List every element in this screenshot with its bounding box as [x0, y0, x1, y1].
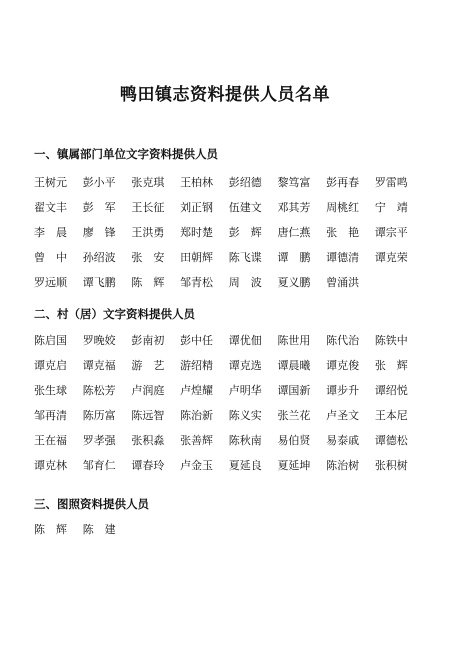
contributor-name: 张兰花 — [277, 409, 311, 422]
contributor-name: 谭晨曦 — [277, 359, 311, 372]
contributor-name: 罗雷鸣 — [374, 176, 408, 189]
contributor-name: 邹青松 — [180, 276, 214, 289]
contributor-name: 孙绍波 — [82, 251, 116, 264]
contributor-name: 张 辉 — [374, 359, 408, 372]
contributor-name: 谭克荣 — [374, 251, 408, 264]
contributor-name: 翟文丰 — [34, 201, 67, 214]
contributor-name: 邹育仁 — [82, 459, 116, 472]
contributor-name: 彭小平 — [82, 176, 116, 189]
section-department-contributors — [34, 146, 424, 299]
contributor-name: 谭克林 — [34, 459, 67, 472]
name-list — [34, 174, 424, 299]
contributor-name: 谭德清 — [326, 251, 360, 264]
contributor-name: 王柏林 — [180, 176, 214, 189]
contributor-name: 王洪勇 — [131, 226, 165, 239]
contributor-name: 陈松芳 — [82, 384, 116, 397]
contributor-name: 卢明华 — [228, 384, 262, 397]
contributor-name: 廖 锋 — [82, 226, 116, 239]
contributor-name: 卢金玉 — [180, 459, 214, 472]
contributor-name: 谭克选 — [228, 359, 262, 372]
contributor-name: 谭宗平 — [374, 226, 408, 239]
contributor-name: 谭克启 — [34, 359, 67, 372]
section-photo-contributors — [34, 496, 424, 546]
contributor-name: 卢润庭 — [131, 384, 165, 397]
contributor-name: 谭飞鹏 — [82, 276, 116, 289]
contributor-name: 罗孝强 — [82, 434, 116, 447]
contributor-name: 游绍精 — [180, 359, 214, 372]
contributor-name: 易伯贤 — [277, 434, 311, 447]
contributor-name: 邹再清 — [34, 409, 67, 422]
contributor-name: 周桃红 — [326, 201, 360, 214]
contributor-name: 谭春玲 — [131, 459, 165, 472]
contributor-name: 陈铁中 — [374, 334, 408, 347]
section-village-contributors — [34, 306, 424, 482]
contributor-name: 谭绍悦 — [374, 384, 408, 397]
contributor-name: 谭克福 — [82, 359, 116, 372]
name-list — [34, 332, 424, 482]
contributor-name: 陈 辉 — [34, 523, 67, 536]
contributor-name: 陈飞谍 — [228, 251, 262, 264]
contributor-name: 张生球 — [34, 384, 67, 397]
contributor-name: 陈 辉 — [131, 276, 165, 289]
contributor-name: 曾 中 — [34, 251, 67, 264]
section-heading: 一、镇属部门单位文字资料提供人员 — [34, 147, 218, 161]
contributor-name: 王本尼 — [374, 409, 408, 422]
contributor-name: 张积淼 — [131, 434, 165, 447]
contributor-name: 黎笃富 — [277, 176, 311, 189]
contributor-name: 陈启国 — [34, 334, 67, 347]
contributor-name: 谭优佃 — [228, 334, 262, 347]
contributor-name: 张善辉 — [180, 434, 214, 447]
contributor-name: 宁 靖 — [374, 201, 408, 214]
contributor-name: 彭绍德 — [228, 176, 262, 189]
contributor-name: 陈治新 — [180, 409, 214, 422]
section-heading: 二、村（居）文字资料提供人员 — [34, 307, 195, 321]
contributor-name: 夏延良 — [228, 459, 262, 472]
contributor-name: 曾涌洪 — [326, 276, 360, 289]
contributor-name: 王在福 — [34, 434, 67, 447]
contributor-name: 陈远智 — [131, 409, 165, 422]
contributor-name: 唐仁燕 — [277, 226, 311, 239]
contributor-name: 罗远顺 — [34, 276, 67, 289]
contributor-name: 彭南初 — [131, 334, 165, 347]
contributor-name: 夏延坤 — [277, 459, 311, 472]
contributor-name: 罗晚姣 — [82, 334, 116, 347]
contributor-name: 陈 建 — [82, 523, 116, 536]
contributor-name: 田朝辉 — [180, 251, 214, 264]
contributor-name: 夏义鹏 — [277, 276, 311, 289]
contributor-name: 周 波 — [228, 276, 262, 289]
contributor-name: 李 晨 — [34, 226, 67, 239]
contributor-name: 陈秋南 — [228, 434, 262, 447]
section-heading: 三、图照资料提供人员 — [34, 497, 149, 511]
contributor-name: 郑时楚 — [180, 226, 214, 239]
contributor-name: 伍建文 — [228, 201, 262, 214]
contributor-name: 彭再春 — [326, 176, 360, 189]
contributor-name: 卢圣文 — [326, 409, 360, 422]
contributor-name: 张 安 — [131, 251, 165, 264]
contributor-name: 卢煌耀 — [180, 384, 214, 397]
document-title: 鸭田镇志资料提供人员名单 — [120, 85, 330, 105]
contributor-name: 游 艺 — [131, 359, 165, 372]
contributor-name: 陈历富 — [82, 409, 116, 422]
contributor-name: 王长征 — [131, 201, 165, 214]
contributor-name: 谭德松 — [374, 434, 408, 447]
contributor-name: 张积树 — [374, 459, 408, 472]
contributor-name: 谭步升 — [326, 384, 360, 397]
contributor-name: 彭中任 — [180, 334, 214, 347]
contributor-name: 易泰戚 — [326, 434, 360, 447]
contributor-name: 张克琪 — [131, 176, 165, 189]
contributor-name: 彭 辉 — [228, 226, 262, 239]
contributor-name: 陈义实 — [228, 409, 262, 422]
contributor-name: 谭克俊 — [326, 359, 360, 372]
contributor-name: 刘正钢 — [180, 201, 214, 214]
contributor-name: 陈治树 — [326, 459, 360, 472]
contributor-name: 谭 鹏 — [277, 251, 311, 264]
contributor-name: 邓其芳 — [277, 201, 311, 214]
contributor-name: 谭国新 — [277, 384, 311, 397]
contributor-name: 陈世用 — [277, 334, 311, 347]
contributor-name: 陈代治 — [326, 334, 360, 347]
contributor-name: 彭 军 — [82, 201, 116, 214]
contributor-name: 张 艳 — [326, 226, 360, 239]
name-list — [34, 521, 424, 546]
contributor-name: 王树元 — [34, 176, 67, 189]
